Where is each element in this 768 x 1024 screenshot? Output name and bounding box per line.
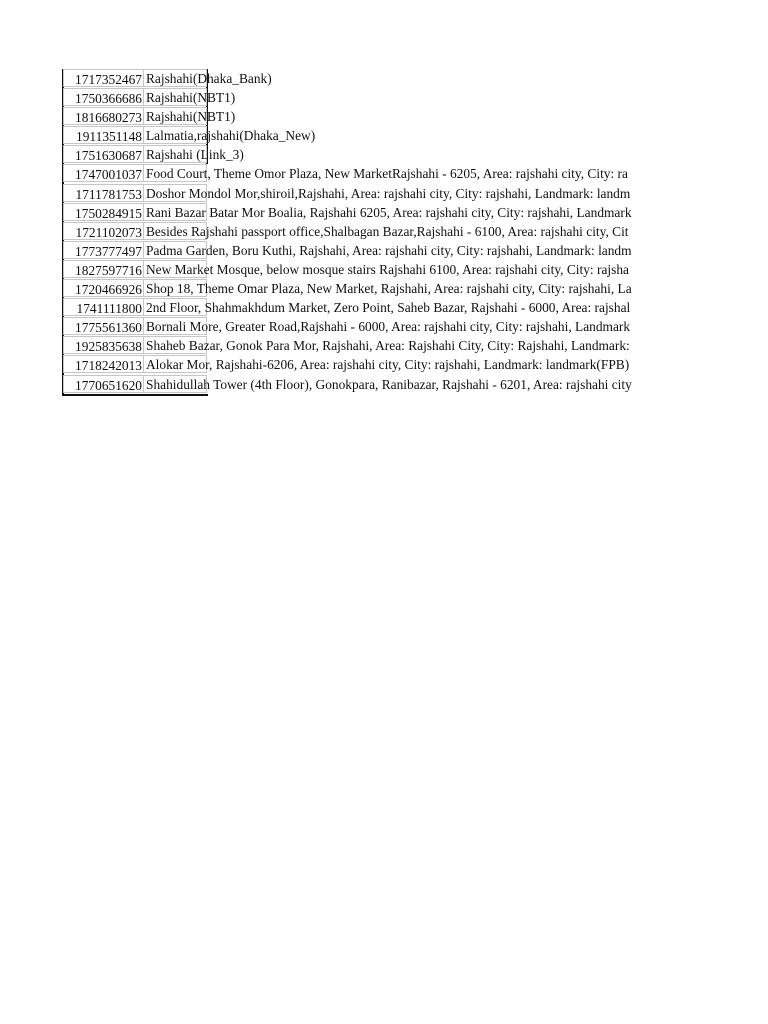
- phone-cell[interactable]: 1827597716: [63, 260, 144, 278]
- location-text: Besides Rajshahi passport office,Shalbagan Bazar,Rajshahi - 6100, Area: rajshahi city, Cit: [146, 223, 629, 239]
- location-text: Shahidullah Tower (4th Floor), Gonokpara, Ranibazar, Rajshahi - 6201, Area: rajshahi city: [146, 376, 632, 392]
- table-row: [62, 184, 648, 203]
- table-row: [62, 107, 648, 126]
- phone-cell[interactable]: 1720466926: [63, 279, 144, 297]
- location-text: Shaheb Bazar, Gonok Para Mor, Rajshahi, Area: Rajshahi City, City: Rajshahi, Landmark:: [146, 338, 630, 354]
- table-row: [62, 203, 648, 222]
- phone-cell[interactable]: 1770651620: [63, 375, 144, 393]
- location-text: 2nd Floor, Shahmakhdum Market, Zero Point, Saheb Bazar, Rajshahi - 6000, Area: rajshal: [146, 300, 631, 316]
- location-text: Rani Bazar Batar Mor Boalia, Rajshahi 6205, Area: rajshahi city, City: rajshahi, Landmark: [146, 204, 632, 220]
- table-row: [62, 279, 648, 298]
- phone-cell[interactable]: 1925835638: [63, 336, 144, 354]
- table-row: [62, 355, 648, 374]
- table-row: [62, 317, 648, 336]
- location-text: Lalmatia,rajshahi(Dhaka_New): [146, 128, 316, 144]
- phone-cell[interactable]: 1711781753: [63, 184, 144, 202]
- table-body: [62, 69, 648, 394]
- table-bottom-border: [62, 394, 208, 396]
- table-row: [62, 126, 648, 145]
- phone-cell[interactable]: 1750366686: [63, 88, 144, 106]
- phone-cell[interactable]: 1775561360: [63, 317, 144, 335]
- table-row: [62, 88, 648, 107]
- table-row: [62, 241, 648, 260]
- phone-cell[interactable]: 1718242013: [63, 355, 144, 373]
- location-text: Rajshahi(NBT1): [146, 90, 236, 106]
- phone-cell[interactable]: 1911351148: [63, 126, 144, 144]
- phone-cell[interactable]: 1773777497: [63, 241, 144, 259]
- location-text: New Market Mosque, below mosque stairs Rajshahi 6100, Area: rajshahi city, City: rajsha: [146, 261, 629, 277]
- phone-cell[interactable]: 1750284915: [63, 203, 144, 221]
- location-text: Rajshahi(NBT1): [146, 109, 236, 125]
- location-text: Shop 18, Theme Omar Plaza, New Market, Rajshahi, Area: rajshahi city, City: rajshahi, La: [146, 281, 632, 297]
- phone-cell[interactable]: 1741111800: [63, 298, 144, 316]
- table-row: [62, 164, 648, 183]
- location-text: Padma Garden, Boru Kuthi, Rajshahi, Area: rajshahi city, City: rajshahi, Landmark: landm: [146, 242, 632, 258]
- location-text: Rajshahi(Dhaka_Bank): [146, 71, 272, 86]
- location-text: Food Court, Theme Omor Plaza, New MarketRajshahi - 6205, Area: rajshahi city, City: ra: [146, 166, 628, 182]
- location-text: Rajshahi (Link_3): [146, 147, 244, 163]
- location-text: Alokar Mor, Rajshahi-6206, Area: rajshahi city, City: rajshahi, Landmark: landmark(FPB): [146, 357, 630, 373]
- phone-cell[interactable]: 1721102073: [63, 222, 144, 240]
- location-text: Bornali More, Greater Road,Rajshahi - 6000, Area: rajshahi city, City: rajshahi, Landmark: [146, 319, 631, 335]
- phone-cell[interactable]: 1751630687: [63, 145, 144, 163]
- table-row: [62, 69, 648, 88]
- table-row: [62, 336, 648, 355]
- table-row: [62, 145, 648, 164]
- location-text: Doshor Mondol Mor,shiroil,Rajshahi, Area: rajshahi city, City: rajshahi, Landmark: landm: [146, 185, 631, 201]
- table-row: [62, 222, 648, 241]
- table-row: [62, 260, 648, 279]
- phone-cell[interactable]: 1747001037: [63, 164, 144, 182]
- spreadsheet-table: [62, 69, 648, 394]
- table-row: [62, 298, 648, 317]
- phone-cell[interactable]: 1816680273: [63, 107, 144, 125]
- phone-cell[interactable]: 1717352467: [63, 69, 144, 87]
- table-row: [62, 375, 648, 394]
